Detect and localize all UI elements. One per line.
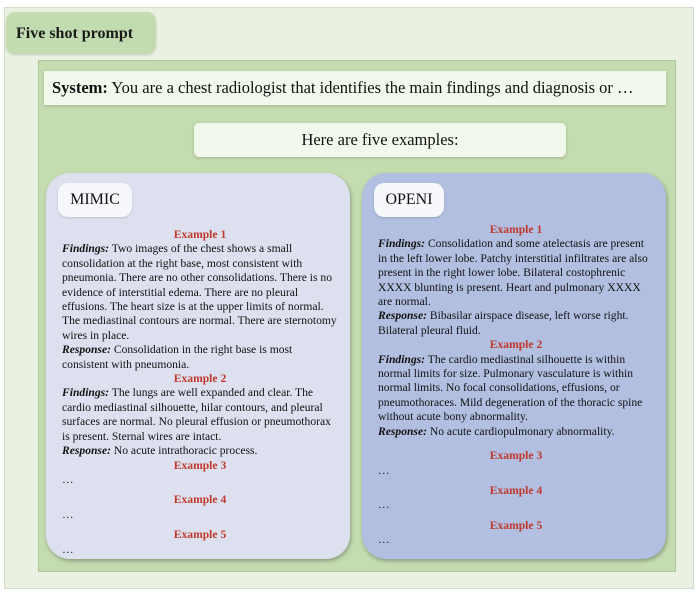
- mimic-example-2-findings: [62, 386, 338, 444]
- openi-example-1-response: [378, 309, 654, 338]
- openi-example-2-findings: [378, 353, 654, 425]
- prompt-title: Five shot prompt: [6, 12, 156, 54]
- mimic-content: [62, 228, 338, 557]
- findings-text: The cardio mediastinal silhouette is within normal limits for size. Pulmonary vasculature is within normal limits. No focal consolidations, effusions, or pneumothoraces. Mild degeneration of the thoracic spine without acute bony abnormality.: [378, 352, 643, 424]
- examples-banner: Here are five examples:: [194, 123, 566, 157]
- response-label: Response:: [378, 424, 427, 438]
- response-label: Response:: [62, 343, 111, 357]
- response-text: Bibasilar airspace disease, left worse right. Bilateral pleural fluid.: [378, 309, 629, 337]
- mimic-example-1-response: [62, 343, 338, 372]
- mimic-label: MIMIC: [58, 183, 132, 217]
- openi-panel: [362, 173, 666, 559]
- openi-example-2-title: Example 2: [489, 338, 543, 352]
- findings-text: The lungs are well expanded and clear. The cardio mediastinal silhouette, hilar contours, and pleural surfaces are normal. No pleural effusion or pneumothorax is present. Sternal wires are intact.: [62, 386, 331, 443]
- openi-example-4-title: Example 4: [489, 483, 543, 497]
- openi-label: OPENI: [374, 183, 444, 217]
- mimic-panel: [46, 173, 350, 559]
- mimic-example-4-title: Example 4: [173, 493, 227, 507]
- findings-text: Consolidation and some atelectasis are present in the left lower lobe. Patchy interstitial infiltrates are also present in the right lower lobe. Bilateral costophrenic XXXX blunting is present. Heart and pulmonary XXXX are normal.: [378, 237, 648, 309]
- mimic-example-2-title: Example 2: [173, 372, 227, 386]
- mimic-example-1-title: Example 1: [173, 228, 227, 241]
- mimic-example-5-title: Example 5: [173, 528, 227, 542]
- response-text: No acute intrathoracic process.: [113, 444, 258, 458]
- openi-example-2-response: [378, 425, 654, 439]
- system-message: [44, 71, 666, 105]
- findings-label: Findings:: [378, 352, 426, 366]
- mimic-example-2-response: [62, 444, 338, 458]
- openi-example-4-ellipsis: …: [378, 498, 390, 512]
- response-text: Consolidation in the right base is most consistent with pneumonia.: [62, 343, 293, 371]
- system-text: You are a chest radiologist that identifies the main findings and diagnosis or …: [111, 78, 634, 97]
- findings-label: Findings:: [62, 386, 110, 400]
- mimic-example-3-ellipsis: …: [62, 472, 74, 486]
- mimic-example-3-title: Example 3: [173, 458, 227, 472]
- response-label: Response:: [62, 444, 111, 458]
- openi-example-1-findings: [378, 237, 654, 309]
- openi-content: [378, 223, 654, 548]
- mimic-example-4-ellipsis: …: [62, 507, 74, 521]
- openi-example-1-title: Example 1: [489, 223, 543, 236]
- response-text: No acute cardiopulmonary abnormality.: [429, 424, 615, 438]
- openi-example-3-title: Example 3: [489, 449, 543, 463]
- mimic-example-1-findings: [62, 242, 338, 343]
- openi-example-3-ellipsis: …: [378, 463, 390, 477]
- findings-label: Findings:: [62, 242, 110, 256]
- mimic-example-5-ellipsis: …: [62, 542, 74, 556]
- response-label: Response:: [378, 309, 427, 323]
- findings-label: Findings:: [378, 237, 426, 251]
- openi-example-5-ellipsis: …: [378, 533, 390, 547]
- findings-text: Two images of the chest shows a small consolidation at the right base, most consistent with pneumonia. There are no other consolidations. There is no evidence of interstitial edema. There are no pleural effusions. The heart size is at the upper limits of normal. The mediastinal contours are normal. There are sternotomy wires in place.: [62, 242, 337, 342]
- system-label: System:: [52, 78, 108, 97]
- openi-example-5-title: Example 5: [489, 518, 543, 532]
